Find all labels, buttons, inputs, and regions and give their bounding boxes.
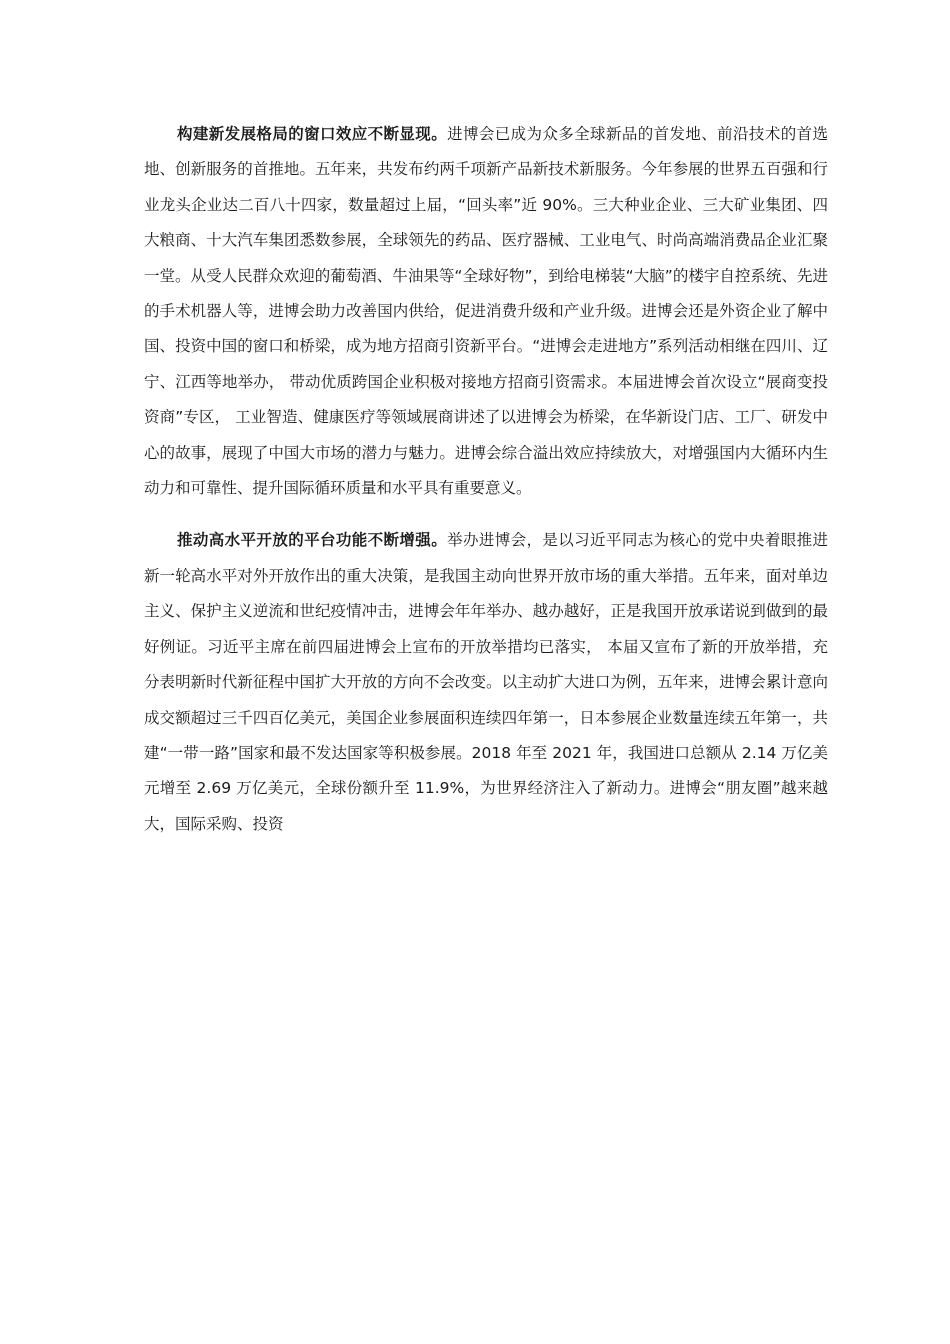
paragraph-body-text: 举办进博会，是以习近平同志为核心的党中央着眼推进新一轮高水平对外开放作出的重大决策，是我国主动向世界开放市场的重大举措。五年来，面对单边主义、保护主义逆流和世纪疫情冲击，进博会年年举办、越办越好，正是我国开放承诺说到做到的最好例证。习近平主席在前四届进博会上宣布的开放举措均已落实， 本届又宣布了新的开放举措，充分表明新时代新征程中国扩大开放的方向不会改变。以主动扩大进口为例，五年来，进博会累计意向成交额超过三千四百亿美元，美国企业参展面积连续四年第一，日本参展企业数量连续五年第一，共建“一带一路”国家和最不发达国家等积极参展。2018 年至 2021 年，我国进口总额从 2.14 万亿美元增至 2.69 万亿美元，全球份额升至 11.9%，为世界经济注入了新动力。进博会“朋友圈”越来越大，国际采购、投资 (144, 531, 828, 833)
paragraph-body-text: 进博会已成为众多全球新品的首发地、前沿技术的首选地、创新服务的首推地。五年来，共发布约两千项新产品新技术新服务。今年参展的世界五百强和行业龙头企业达二百八十四家，数量超过上届，“回头率”近 90%。三大种业企业、三大矿业集团、四大粮商、十大汽车集团悉数参展，全球领先的药品、医疗器械、工业电气、时尚高端消费品企业汇聚一堂。从受人民群众欢迎的葡萄酒、牛油果等“全球好物”，到给电梯装“大脑”的楼宇自控系统、先进的手术机器人等，进博会助力改善国内供给，促进消费升级和产业升级。进博会还是外资企业了解中国、投资中国的窗口和桥梁，成为地方招商引资新平台。“进博会走进地方”系列活动相继在四川、辽宁、江西等地举办， 带动优质跨国企业积极对接地方招商引资需求。本届进博会首次设立“展商变投资商”专区， 工业智造、健康医疗等领域展商讲述了以进博会为桥梁，在华新设门店、工厂、研发中心的故事，展现了中国大市场的潜力与魅力。进博会综合溢出效应持续放大，对增强国内大循环内生动力和可靠性、提升国际循环质量和水平具有重要意义。 (144, 125, 828, 498)
paragraph-lead-heading: 推动高水平开放的平台功能不断增强。 (177, 531, 448, 550)
paragraph-window-effect (144, 117, 828, 506)
paragraph-lead-heading: 构建新发展格局的窗口效应不断显现。 (177, 125, 448, 143)
paragraph-open-platform (144, 523, 828, 842)
document-page (144, 117, 828, 842)
